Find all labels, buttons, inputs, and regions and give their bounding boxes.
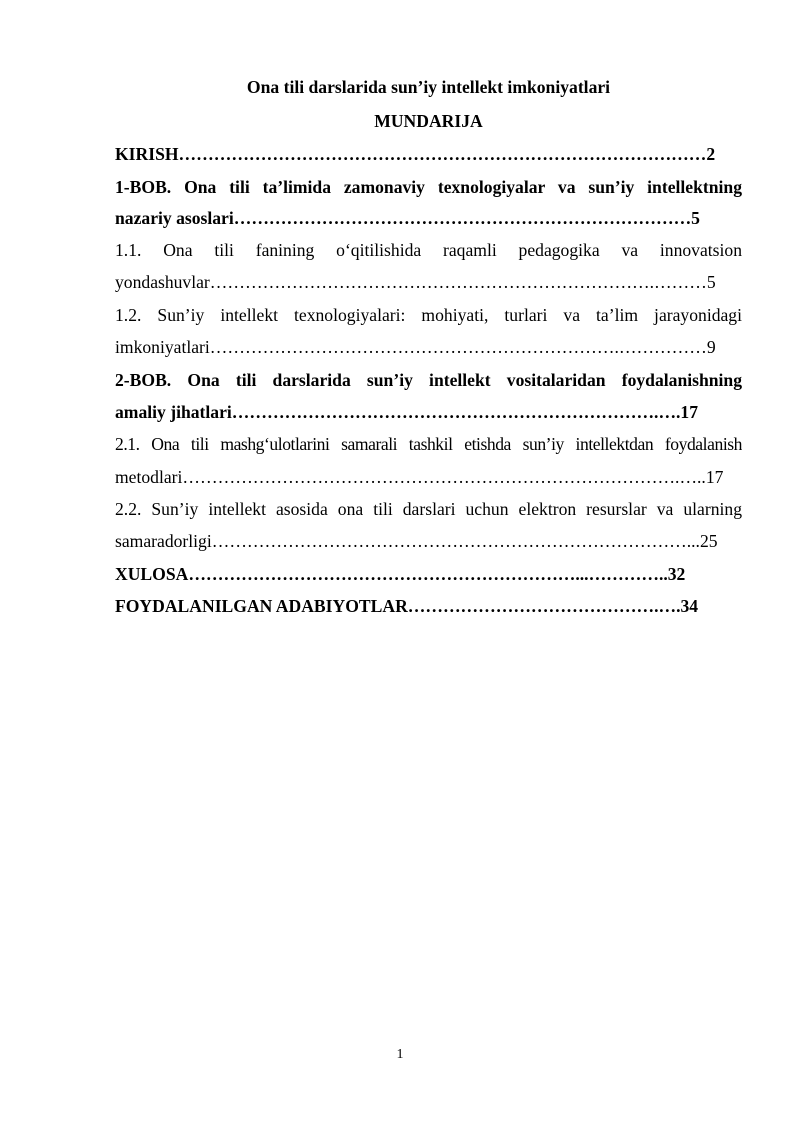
toc-entry-chapter-2-cont: amaliy jihatlari……………………………………………………………….….17 (115, 402, 699, 422)
toc-entry-xulosa: XULOSA…………………………………………………………...…………..32 (115, 564, 686, 584)
toc-entry-chapter-1: 1-BOB. Ona tili ta’limida zamonaviy texnologiyalar va sun’iy intellektning (115, 177, 742, 197)
toc-entry-section-1-1-cont: yondashuvlar………………………………………………………………….………5 (115, 272, 716, 292)
toc-entry-section-2-2-cont: samaradorligi………………………………………………………………………...25 (115, 531, 718, 551)
toc-heading: MUNDARIJA (374, 111, 483, 131)
toc-entry-section-2-2: 2.2. Sun’iy intellekt asosida ona tili darslari uchun elektron resurslar va ularning (115, 499, 742, 519)
toc-entry-section-2-1-cont: metodlari………………………………………………………………………….…..17 (115, 467, 724, 487)
document-title: Ona tili darslarida sun’iy intellekt imkoniyatlari (246, 77, 611, 97)
toc-entry-chapter-1-cont: nazariy asoslari……………………………………………………………………5 (115, 208, 700, 228)
toc-entry-section-1-2-cont: imkoniyatlari…………………………………………………………….……………9 (115, 337, 716, 357)
toc-entry-chapter-2: 2-BOB. Ona tili darslarida sun’iy intellekt vositalaridan foydalanishning (115, 370, 742, 390)
page-number: 1 (396, 1047, 404, 1062)
toc-entry-kirish: KIRISH………………………………………………………………………………2 (115, 144, 716, 164)
toc-entry-bibliography: FOYDALANILGAN ADABIYOTLAR…………………………………….….34 (115, 596, 699, 616)
toc-entry-section-1-1: 1.1. Ona tili fanining o‘qitilishida raqamli pedagogika va innovatsion (115, 240, 742, 260)
toc-entry-section-1-2: 1.2. Sun’iy intellekt texnologiyalari: mohiyati, turlari va ta’lim jarayonidagi (115, 305, 742, 325)
toc-entry-section-2-1: 2.1. Ona tili mashg‘ulotlarini samarali tashkil etishda sun’iy intellektdan foydalanish (115, 434, 742, 454)
